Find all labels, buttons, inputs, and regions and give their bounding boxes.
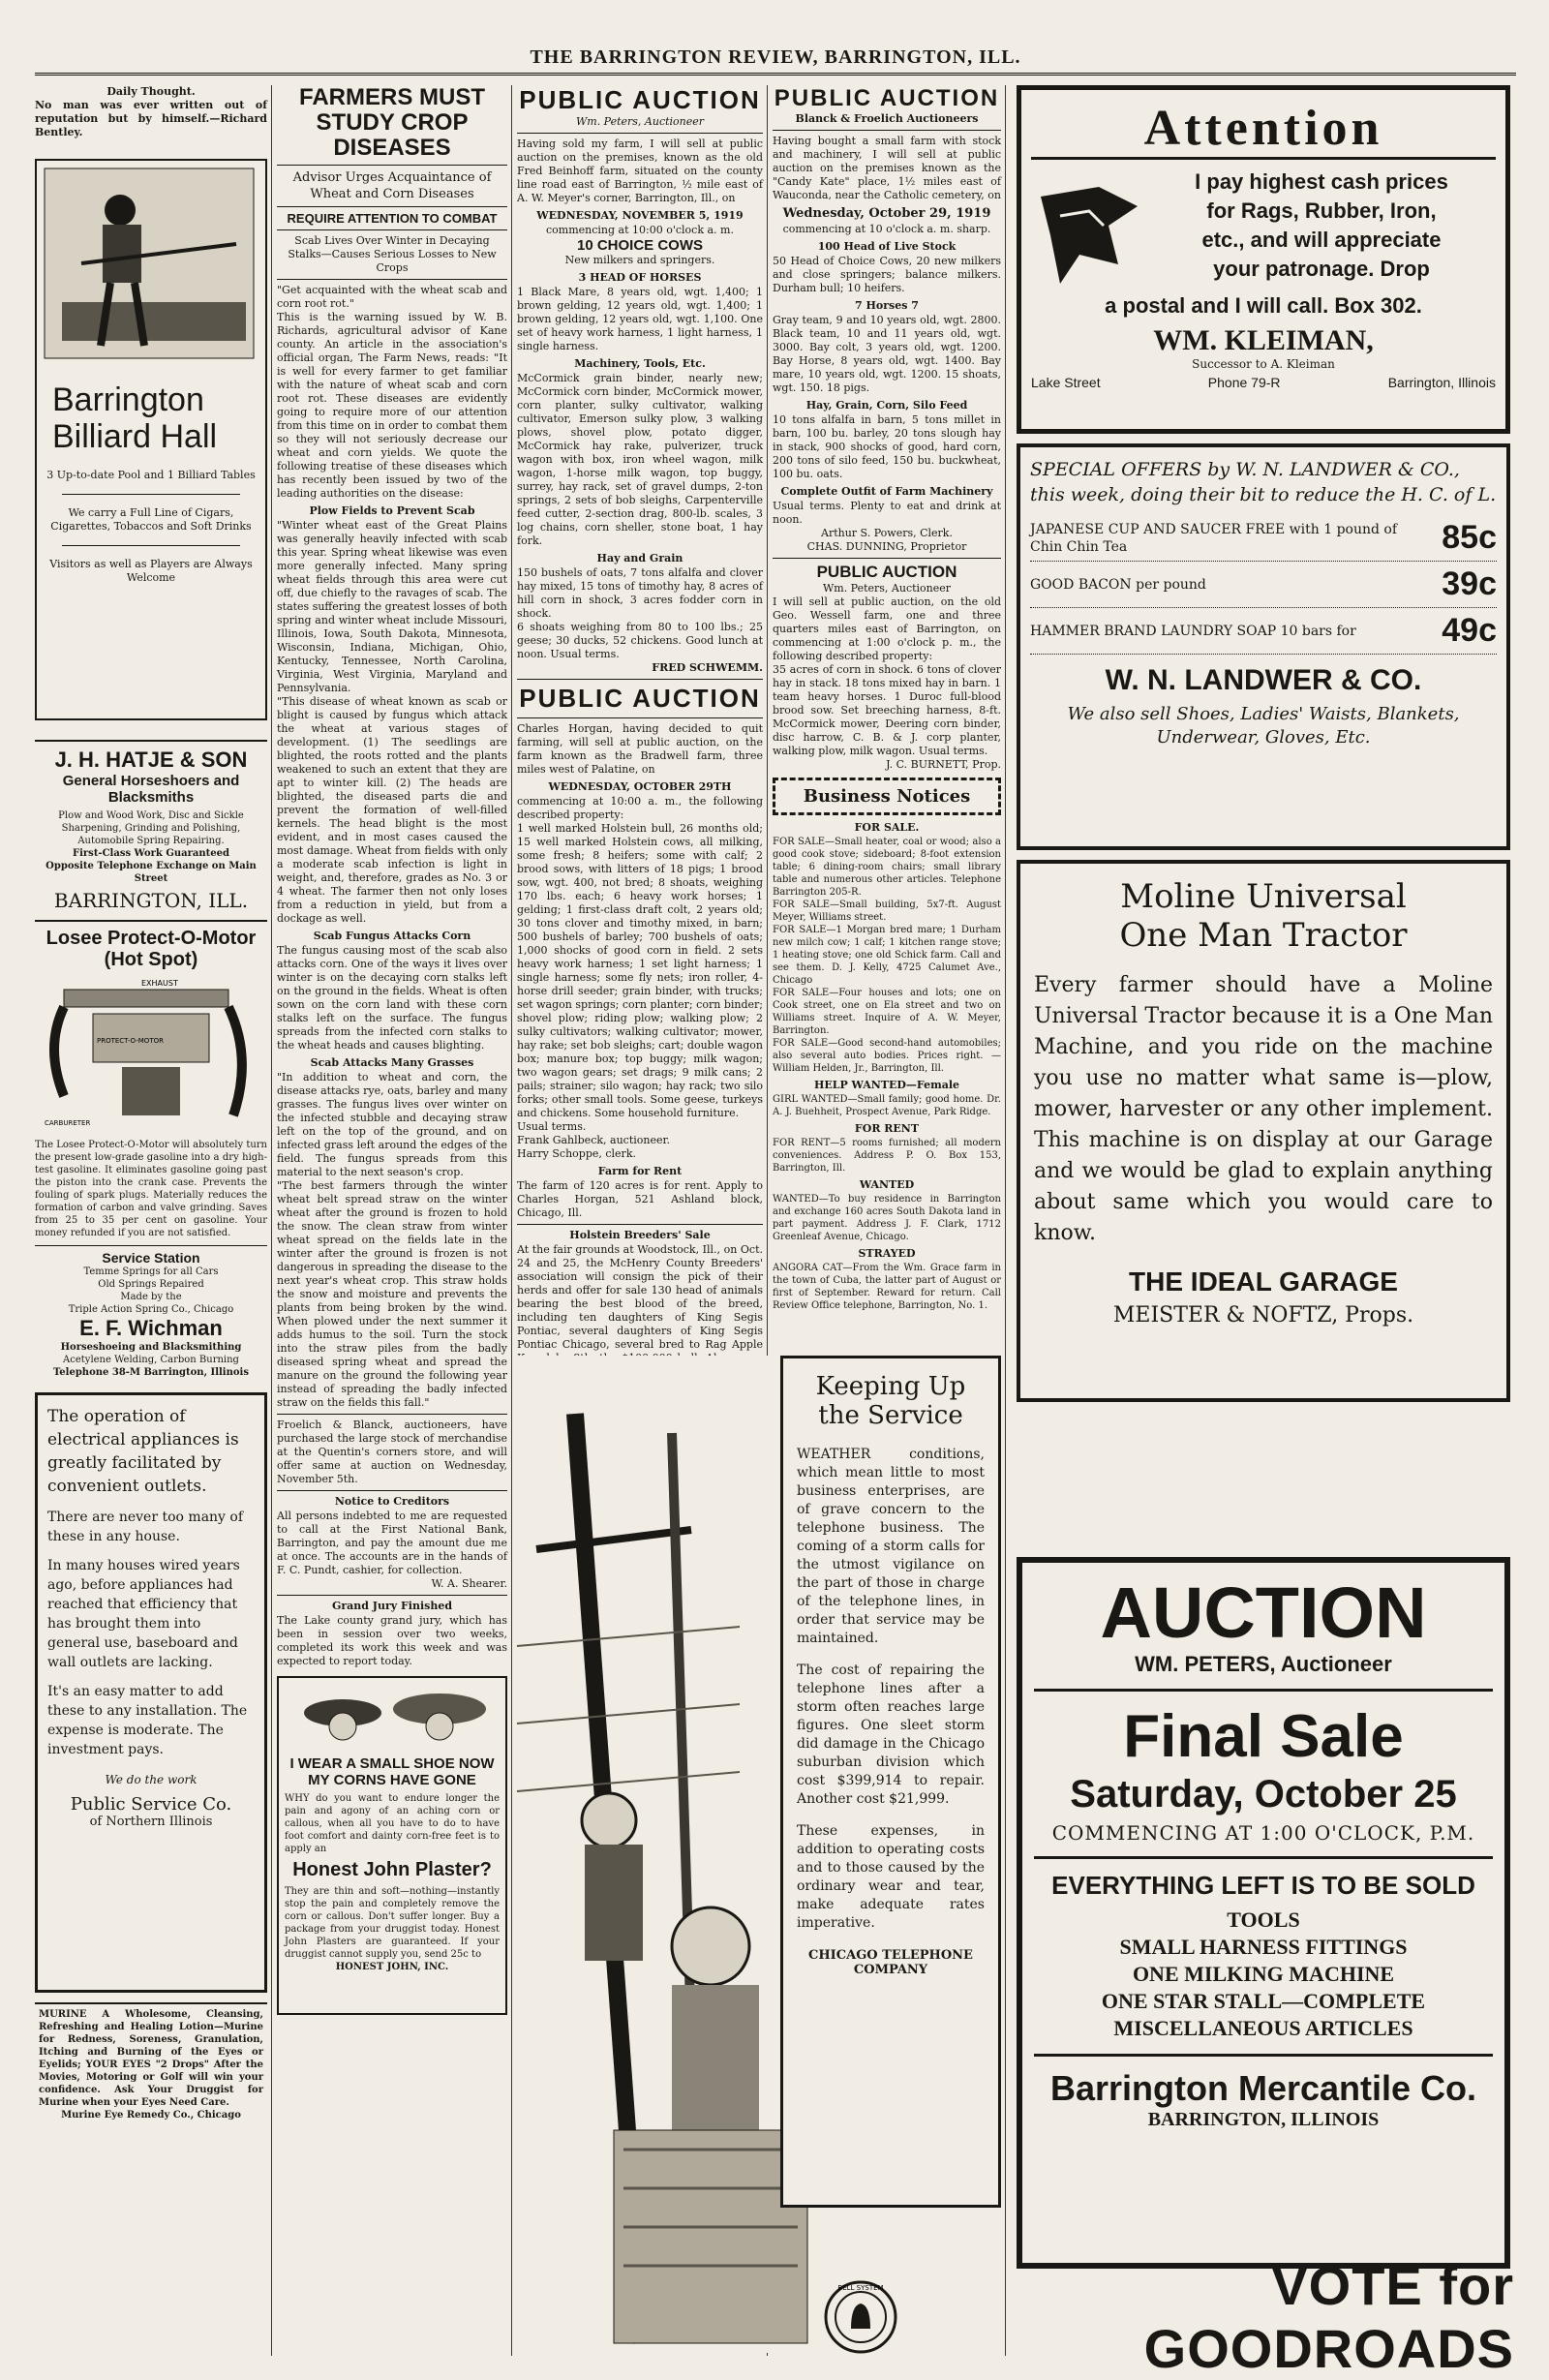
auction1-sig: FRED SCHWEMM. xyxy=(652,661,763,674)
hatje-ad xyxy=(35,740,267,912)
landwer-items xyxy=(1030,515,1497,655)
forsale-heading: FOR SALE. xyxy=(854,821,920,834)
auction4-title: PUBLIC AUCTION xyxy=(816,563,957,581)
billiard-player-illustration xyxy=(43,167,256,360)
exhaust-label: EXHAUST xyxy=(141,979,178,988)
masthead: THE BARRINGTON REVIEW, BARRINGTON, ILL. xyxy=(35,39,1516,76)
murine-text: MURINE A Wholesome, Cleansing, Refreshing and Healing Lotion—Murine for Redness, Soreness, Granulation, Itching and Burning of the Eyes or Eyelids; YOUR EYES "2 Drops" After the Movies, Motoring or Golf will win your confidence. Ask Your Druggist for Murine when your Eyes Need Care. xyxy=(39,2009,263,2108)
notice-8: WANTED—To buy residence in Barrington and exchange 160 acres South Dakota land in part payment. Address J. F. Clark, 1712 Greenleaf Avenue, Chicago. xyxy=(773,1194,1001,1242)
auction3-outfit: Complete Outfit of Farm Machinery xyxy=(780,485,993,498)
service-station-ad xyxy=(35,1245,267,1379)
strayed-heading: STRAYED xyxy=(858,1247,916,1260)
kleiman-successor: Successor to A. Kleiman xyxy=(1192,357,1335,371)
phone-ad-p1: WEATHER conditions, which mean little to most business enterprises, are of grave concern to the telephone business. The coming of a storm calls for the utmost vigilance on the part of those in charge of the telephone lines, in order that service may be maintained. xyxy=(797,1447,985,1646)
sale-town: BARRINGTON, ILLINOIS xyxy=(1147,2109,1380,2130)
auction1-start: commencing at 10:00 o'clock a. m. xyxy=(546,224,734,236)
auction3-horses-text: Gray team, 9 and 10 years old, wgt. 2800. Black team, 10 and 11 years old, wgt. 3000. Bay colt, 3 years old, wgt. 1200. Bay Horse, 8 years old, wgt. 1400. Bay mare, 10 years old, wgt. 1200. 15 shoats, wgt. 150. 18 pigs. xyxy=(773,314,1001,394)
auction3-hay: Hay, Grain, Corn, Silo Feed xyxy=(805,399,968,412)
phone-ad-textbox xyxy=(780,1356,1001,2208)
kleiman-l4: your patronage. Drop xyxy=(1213,257,1430,281)
public-service-ad xyxy=(35,1392,267,1993)
auction2-body: 1 well marked Holstein bull, 26 months old; 15 well marked Holstein cows, all milking, some fresh; 8 heifers; some with calf; 2 brood sows, with litters of 18 pigs; 1 brood sow, wgt. 400, not bred; 8 shoats, weighing 170 lbs. each; 6 heavy work horses; 1 gelding; 1 first-class draft colt, 2 years old; 30 tons clover and timothy mixed, in barn; 500 bushels of barley; 700 bushels of oats; 1,000 shocks of good corn in field. 2 sets heavy work harness; 1 set light harness; 1 single harness; some fly nets; iron roller, 4-horse drill seeder; grain binder, with trucks; set wagon springs; corn planter; corn binder; shovel plow; riding plow; walking plow; 2 sulky cultivators; walking cultivator; mower, hay rake; set bob sleighs; cart; double wagon box; manure box; top buggy; milk wagon; two wagon gears; set drags; 9 milk cans; 2 pails; strainer; silo wagon; hay rack; two silo forks; other small tools. Some geese, turkeys and chickens. Some household furniture. xyxy=(517,822,763,1119)
landwer-intro: SPECIAL OFFERS by W. N. LANDWER & CO., this week, doing their bit to reduce the H. C. of L. xyxy=(1030,459,1497,505)
business-notices-header xyxy=(773,778,1001,815)
wichman-tel: Telephone 38-M Barrington, Illinois xyxy=(53,1367,249,1378)
auction1-cows: 10 CHOICE COWS xyxy=(576,237,704,254)
notice-3: FOR SALE—1 Morgan bred mare; 1 Durham new milch cow; 1 calf; 1 kitchen range stove; 1 heating stove; one old Schick farm. Call and see them. D. J. Kelly, 4725 Calumet Ave., Chicago xyxy=(773,925,1001,986)
auction3-date: Wednesday, October 29, 1919 xyxy=(782,206,991,221)
notice-1: FOR SALE—Small heater, coal or wood; also a good cook stove; sideboard; 8-foot extension table; 6 dining-room chairs; small library table and numerous other articles. Telephone Barrington 205-R. xyxy=(773,837,1001,898)
kleiman-street: Lake Street xyxy=(1031,375,1101,390)
losee-ad xyxy=(35,920,267,1239)
billiard-line1: We carry a Full Line of Cigars, Cigarettes, Tobaccos and Soft Drinks xyxy=(50,506,252,533)
billiard-name: Barrington Billiard Hall xyxy=(52,381,218,455)
honest-john-ad xyxy=(277,1676,507,2015)
phone-ad-p2: The cost of repairing the telephone lines after a storm often reaches large figures. One sleet storm did damage in the Chicago suburban division which cost $399,914 to repair. Another cost $21,999. xyxy=(797,1663,985,1807)
hatje-work: First-Class Work Guaranteed xyxy=(73,848,229,859)
kleiman-name: WM. KLEIMAN, xyxy=(1153,324,1374,356)
column-3 xyxy=(517,85,763,1351)
auction1-horses-text: 1 Black Mare, 8 years old, wgt. 1,400; 1 brown gelding, 12 years old, wgt. 1,400; 1 brown gelding, 12 years old, wgt. 1,100. One set of heavy work harness, 1 light harness, 1 single harness. xyxy=(517,286,763,352)
sale-time: COMMENCING AT 1:00 O'CLOCK, P.M. xyxy=(1051,1821,1475,1845)
ladies-illustration xyxy=(285,1684,500,1752)
auction3-outfit-text: Usual terms. Plenty to eat and drink at noon. xyxy=(773,500,1001,526)
sale-date: Saturday, October 25 xyxy=(1070,1773,1457,1816)
landwer-ad xyxy=(1017,443,1510,850)
hatje-town: BARRINGTON, ILL. xyxy=(53,889,249,912)
creditors-sig: W. A. Shearer. xyxy=(431,1577,507,1590)
hatje-desc: Plow and Wood Work, Disc and Sickle Sharpening, Grinding and Polishing, Automobile Spring Repairing. xyxy=(58,810,244,846)
auction4-body: 35 acres of corn in shock. 6 tons of clover hay in stack. 18 tons mixed hay in barn. 1 team heavy horses. 1 Duroc full-blood brood sow. Set breeching harness, 8-ft. McCormick mower, Deering corn binder, disc harrow, C. B. & J. corp planter, walking plow, milk wagon. Usual terms. xyxy=(773,663,1001,757)
plaster-footer: HONEST JOHN, INC. xyxy=(335,1962,449,1972)
column-1 xyxy=(35,85,267,2356)
losee-title: Losee Protect-O-Motor (Hot Spot) xyxy=(46,928,257,970)
murine-ad xyxy=(35,2002,267,2125)
jury-text: The Lake county grand jury, which has been in session over two weeks, completed its work this week and was expected to report today. xyxy=(277,1614,507,1667)
auction3-stock: 100 Head of Live Stock xyxy=(817,240,957,253)
kleiman-l5: a postal and I will call. Box 302. xyxy=(1105,293,1422,318)
auction2-clerk: Harry Schoppe, clerk. xyxy=(517,1147,636,1160)
service-line1: Temme Springs for all Cars xyxy=(83,1266,219,1277)
landwer-item-price: 49c xyxy=(1442,612,1497,649)
auction2-intro: Charles Horgan, having decided to quit farming, will sell at public auction, on the farm known as the Bradwell farm, three miles west of Palatine, on xyxy=(517,722,763,776)
farmers-headline: FARMERS MUST STUDY CROP DISEASES xyxy=(299,84,485,161)
plaster-head: I WEAR A SMALL SHOE NOW MY CORNS HAVE GONE xyxy=(289,1755,495,1788)
garage-props: MEISTER & NOFTZ, Props. xyxy=(1112,1303,1414,1327)
wichman-line: Acetylene Welding, Carbon Burning xyxy=(63,1355,239,1365)
phone-ad-company: CHICAGO TELEPHONE COMPANY xyxy=(808,1948,973,1977)
farmers-p4: "This disease of wheat known as scab or blight is caused by fungus which attack the wheat at various stages of development. (1) The seedlings are blighted, the roots rotted and the plants weakened to such an extent that they are apt to winter kill. (2) The heads are blighted, the diseased parts die and prevent the formation of well-filled kernels. The head blight is the most evident, and in most cases caused the most damage. Wheat from fields with only a moderate scab infection is light in weight, and, therefore, grades as No. 3 or 4 wheat. The farmer then not only loses from a reduction in yield, but from a dockage as well. xyxy=(277,695,507,925)
auction3-stock-text: 50 Head of Choice Cows, 20 new milkers and close springers; balance milkers. Durham bull; 10 heifers. xyxy=(773,255,1001,294)
farmers-deck2: REQUIRE ATTENTION TO COMBAT xyxy=(287,211,498,226)
holstein-text: At the fair grounds at Woodstock, Ill., on Oct. 24 and 25, the McHenry County Breeders' association will consign the pick of their herds and offer for sale 130 head of animals bearing the best blood of the breed, including ten daughters of King Segis Pontiac, several daughters of King Segis Pontiac Chicago, several bred to Rag Apple xyxy=(517,1243,763,1351)
billiard-tables: 3 Up-to-date Pool and 1 Billiard Tables xyxy=(46,469,256,481)
garage-name: THE IDEAL GARAGE xyxy=(1129,1266,1398,1297)
notice-2: FOR SALE—Small building, 5x7-ft. August Meyer, Williams street. xyxy=(773,900,1001,923)
psco-tag: We do the work xyxy=(105,1773,197,1786)
farm-rent-text: The farm of 120 acres is for rent. Apply to Charles Horgan, 521 Ashland block, Chicago, Ill. xyxy=(517,1179,763,1219)
psco-p2: There are never too many of these in any house. xyxy=(47,1510,244,1544)
landwer-item-label: JAPANESE CUP AND SAUCER FREE with 1 pound of Chin Chin Tea xyxy=(1030,521,1398,555)
plaster-text2: They are thin and soft—nothing—instantly stop the pain and completely remove the corn or callous. Don't suffer longer. Buy a package from your druggist today. Honest John Plasters are guaranteed. If your druggist cannot supply you, send 25c to xyxy=(285,1886,500,1960)
landwer-footer: We also sell Shoes, Ladies' Waists, Blankets, Underwear, Gloves, Etc. xyxy=(1067,704,1460,748)
landwer-item xyxy=(1030,608,1497,655)
kleiman-l1: I pay highest cash prices xyxy=(1195,169,1448,194)
auction3-horses: 7 Horses 7 xyxy=(855,299,919,312)
auction1-intro: Having sold my farm, I will sell at public auction on the premises, known as the old Fred Beinhoff farm, situated on the county line road east of Barrington, ½ mile east of A. W. Meyer's corner, Barrington, Ill., on xyxy=(517,137,763,204)
auction4-intro: I will sell at public auction, on the old Geo. Wessell farm, one and three quarters miles east of Barrington, on commencing at 1:00 o'clock p. m., the following described property: xyxy=(773,595,1001,662)
landwer-item-label: HAMMER BRAND LAUNDRY SOAP 10 bars for xyxy=(1030,623,1356,639)
sale-l1: TOOLS xyxy=(1227,1907,1300,1932)
wichman-name: E. F. Wichman xyxy=(79,1316,223,1340)
landwer-item xyxy=(1030,515,1497,562)
froelich-note: Froelich & Blanck, auctioneers, have purchased the large stock of merchandise at the Quentin's corners store, and will offer same at auction on Wednesday, November 5th. xyxy=(277,1419,507,1485)
auction3-hay-text: 10 tons alfalfa in barn, 5 tons millet in barn, 100 bu. barley, 20 tons slough hay in stack, 900 shocks of good, hard corn, 200 tons of silo feed, 150 bu. buckwheat, 100 bu. oats. xyxy=(773,413,1001,480)
kleiman-l2: for Rags, Rubber, Iron, xyxy=(1206,198,1437,223)
farmers-p1: "Get acquainted with the wheat scab and corn root rot." xyxy=(277,284,507,310)
landwer-name: W. N. LANDWER & CO. xyxy=(1105,664,1422,696)
auction3-auctioneer: Blanck & Froelich Auctioneers xyxy=(795,112,979,125)
auction3-start: commencing at 10 o'clock a. m. sharp. xyxy=(782,223,991,235)
farmers-h2: Scab Fungus Attacks Corn xyxy=(313,930,471,942)
sale-auction: AUCTION xyxy=(1100,1572,1427,1653)
jury-title: Grand Jury Finished xyxy=(331,1600,453,1612)
murine-footer: Murine Eye Remedy Co., Chicago xyxy=(61,2110,241,2121)
column-4 xyxy=(773,85,1001,1344)
farmers-p5: The fungus causing most of the scab also attacks corn. One of the ways it lives over winter is on the decaying corn stalks left on the ground in the fields. Wheat is often sown on the corn land with these corn stalks left on the surface. The fungus spreads from the infected corn stalks to the wheat heads and causes blighting. xyxy=(277,944,507,1052)
farmers-h1: Plow Fields to Prevent Scab xyxy=(309,504,475,517)
creditors-title: Notice to Creditors xyxy=(334,1495,450,1508)
column-rule xyxy=(271,85,272,2356)
auction1-date: WEDNESDAY, NOVEMBER 5, 1919 xyxy=(536,209,744,222)
notices-title: Business Notices xyxy=(803,786,971,807)
landwer-item-label: GOOD BACON per pound xyxy=(1030,576,1206,593)
sale-final: Final Sale xyxy=(1123,1703,1404,1770)
carbureter-label: CARBURETER xyxy=(45,1119,91,1127)
protect-label: PROTECT-O-MOTOR xyxy=(97,1037,164,1045)
engine-illustration xyxy=(35,970,263,1135)
auction1-cows-sub: New milkers and springers. xyxy=(564,254,715,266)
losee-text: The Losee Protect-O-Motor will absolutely turn the present low-grade gasoline into a dry high-test gasoline. It eliminates gasoline going past the piston into the crank case. Prevents the fouling of spark plugs. Materially reduces the formation of carbon and valve grinding. Saves from 25 to 35 per cent on gasoline. Your money refunded if you are not satisfied. xyxy=(35,1140,267,1238)
notice-5: FOR SALE—Good second-hand automobiles; also several auto bodies. Prices right. —William Helden, Jr., Barrington, Ill. xyxy=(773,1038,1001,1074)
notice-6: GIRL WANTED—Small family; good home. Dr. A. J. Buehheit, Prospect Avenue, Park Ridge. xyxy=(773,1094,1001,1117)
auction3-intro: Having bought a small farm with stock and machinery, I will sell at public auction on the premises known as the "Candy Kate" place, 1½ miles east of Wauconda, near the Catholic cemetery, on xyxy=(773,135,1001,201)
kleiman-ad xyxy=(1017,85,1510,434)
phone-ad-p3: These expenses, in addition to operating costs and to those caused by the ordinary wear and tear, make adequate rates imperative. xyxy=(797,1823,985,1931)
sale-everything: EVERYTHING LEFT IS TO BE SOLD xyxy=(1051,1871,1475,1900)
kleiman-l3: etc., and will appreciate xyxy=(1201,228,1442,252)
service-line3: Made by the xyxy=(120,1292,182,1302)
holstein-title: Holstein Breeders' Sale xyxy=(569,1229,711,1241)
psco-sub: of Northern Illinois xyxy=(89,1815,213,1829)
seal-text: BELL SYSTEM xyxy=(837,2284,884,2292)
kleiman-phone: Phone 79-R xyxy=(1207,375,1281,390)
pointing-hand-icon xyxy=(1031,168,1147,293)
daily-thought: No man was ever written out of reputation but by himself.—Richard Bentley. xyxy=(35,99,267,138)
sale-store: Barrington Mercantile Co. xyxy=(1049,2068,1477,2108)
phone-ad-title: Keeping Up the Service xyxy=(815,1372,966,1430)
newspaper-page xyxy=(35,39,1516,2379)
auction3-clerk: Arthur S. Powers, Clerk. xyxy=(821,527,953,539)
column-2 xyxy=(277,85,507,2356)
billiard-ad xyxy=(35,159,267,720)
farmers-p7: "The best farmers through the winter wheat belt spread straw on the winter wheat after the ground is frozen to hold the snow. The clean straw from winter wheat spread on the fields late in the winter after the ground is frozen is not dangerous in spreading the disease to the next year's wheat crop. This straw holds the snow and moisture and prevents the plants from being broken by the wind. When plowed under the next summer it adds humus to the soil. Turn the stock into the straw piles from the badly diseased spring wheat and spread the manure on the ground the following year instead of spreading the badly infected straw on the fields this fall." xyxy=(277,1179,507,1409)
auction2-auct: Frank Gahlbeck, auctioneer. xyxy=(517,1134,671,1146)
sale-l2: SMALL HARNESS FITTINGS xyxy=(1119,1935,1408,1959)
service-line2: Old Springs Repaired xyxy=(98,1279,204,1290)
auction1-hay-text: 150 bushels of oats, 7 tons alfalfa and clover hay mixed, 15 tons of timothy hay, 8 acres of hill corn in shock, 3 acres fodder corn in shock. xyxy=(517,566,763,620)
moline-title2: One Man Tractor xyxy=(1119,916,1408,955)
bell-system-seal-icon xyxy=(817,2278,904,2356)
column-rule xyxy=(1005,85,1006,2356)
auction4-auctioneer: Wm. Peters, Auctioneer xyxy=(822,582,952,595)
landwer-item-price: 85c xyxy=(1442,519,1497,556)
farmers-p6: "In addition to wheat and corn, the disease attacks rye, oats, barley and many grasses. The fungus lives over winter on the infected stubble and decaying straw left on the top of the ground, and on infected grass left around the edges of the field. The fungus spreads from this material to the next season's crop. xyxy=(277,1071,507,1178)
sale-auctioneer: WM. PETERS, Auctioneer xyxy=(1135,1652,1392,1676)
hatje-sub: General Horseshoers and Blacksmiths xyxy=(62,773,240,806)
auction1-mach-text: McCormick grain binder, nearly new; McCormick corn binder, McCormick mower, corn planter, sulky cultivator, walking cultivator, Emerson sulky plow, 3 walking plows, shovel plow, potato digger, McCormick hay rake, pulverizer, truck wagon with box, iron wheel wagon, milk wagon, 1-horse milk wagon, top buggy, surrey, hay rack, set of gravel dumps, 2-ton springs, 2 sets of bob sleighs, Carpenterville feed cutter, 2-section drag, 800-lb. scales, 3 log chains, corn sheller, stone boat, 1 hay fork. xyxy=(517,372,763,547)
final-sale-ad xyxy=(1017,1557,1510,2269)
sale-l4: ONE STAR STALL—COMPLETE xyxy=(1101,1989,1426,2013)
farmers-h3: Scab Attacks Many Grasses xyxy=(310,1056,474,1069)
farm-rent-title: Farm for Rent xyxy=(597,1165,683,1177)
psco-p3: In many houses wired years ago, before appliances had reached that efficiency that has brought them into general use, baseboard and wall outlets are lacking. xyxy=(47,1558,240,1670)
telephone-ad xyxy=(517,1356,1001,2353)
creditors-text: All persons indebted to me are requested to call at the First National Bank, Barrington, and pay the amount due me at once. The accounts are in the hands of F. C. Pundt, cashier, for collection. xyxy=(277,1510,507,1576)
farmers-deck1: Advisor Urges Acquaintance of Wheat and Corn Diseases xyxy=(292,170,492,201)
service-line4: Triple Action Spring Co., Chicago xyxy=(68,1304,234,1315)
auction3-title: PUBLIC AUCTION xyxy=(774,85,1000,111)
moline-title1: Moline Universal xyxy=(1120,877,1407,916)
landwer-item xyxy=(1030,562,1497,608)
hatje-location: Opposite Telephone Exchange on Main Street xyxy=(46,861,257,884)
moline-body: Every farmer should have a Moline Universal Tractor because it is a One Man Machine, and you ride on the machine you use no matter what same is—plow, mower, harvester or any other implement. This machine is on display at our Garage and we would be glad to explain anything about same which you would care to know. xyxy=(1034,973,1493,1245)
notice-7: FOR RENT—5 rooms furnished; all modern conveniences. Address P. O. Box 153, Barrington, Ill. xyxy=(773,1138,1001,1174)
psco-name: Public Service Co. xyxy=(70,1794,232,1815)
good-roads-banner xyxy=(817,2255,1514,2379)
moline-ad xyxy=(1017,860,1510,1402)
auction2-title: PUBLIC AUCTION xyxy=(519,684,761,713)
notice-4: FOR SALE—Four houses and lots; one on Cook street, one on Ela street and two on Williams street. Inquire of A. W. Meyer, Barrington. xyxy=(773,988,1001,1036)
good-roads-text: VOTE for GOODROADS xyxy=(1143,2255,1514,2379)
auction4-sig: J. C. BURNETT, Prop. xyxy=(886,758,1001,771)
plaster-title: Honest John Plaster? xyxy=(292,1859,492,1880)
landwer-item-price: 39c xyxy=(1442,565,1497,602)
kleiman-town: Barrington, Illinois xyxy=(1387,375,1496,390)
auction1-horses: 3 HEAD OF HORSES xyxy=(578,271,702,284)
auction1-auctioneer: Wm. Peters, Auctioneer xyxy=(575,115,705,128)
auction1-hay: Hay and Grain xyxy=(596,552,683,564)
auction2-start: commencing at 10:00 a. m., the following described property: xyxy=(517,795,763,821)
column-rule xyxy=(511,85,512,2356)
psco-p1: The operation of electrical appliances is greatly facilitated by convenient outlets. xyxy=(47,1407,239,1496)
kleiman-title: Attention xyxy=(1031,100,1496,160)
wanted-heading: WANTED xyxy=(859,1178,915,1191)
auction1-title: PUBLIC AUCTION xyxy=(519,85,761,114)
sale-l5: MISCELLANEOUS ARTICLES xyxy=(1113,2016,1413,2040)
help-heading: HELP WANTED—Female xyxy=(813,1079,960,1091)
auction1-hay-text2: 6 shoats weighing from 80 to 100 lbs.; 25 geese; 30 ducks, 52 chickens. Good lunch at noon. Usual terms. xyxy=(517,621,763,660)
psco-p4: It's an easy matter to add these to any installation. The expense is moderate. The investment pays. xyxy=(47,1684,248,1757)
auction2-date: WEDNESDAY, OCTOBER 29TH xyxy=(548,780,732,793)
farmers-deck3: Scab Lives Over Winter in Decaying Stalks—Causes Serious Losses to New Crops xyxy=(288,234,497,274)
auction3-sig: CHAS. DUNNING, Proprietor xyxy=(806,540,967,553)
notice-9: ANGORA CAT—From the Wm. Grace farm in the town of Cuba, the latter part of August or first of September. Reward for return. Call Review Office telephone, Barrington, No. 1. xyxy=(773,1263,1001,1311)
forrent-heading: FOR RENT xyxy=(854,1122,920,1135)
plaster-text: WHY do you want to endure longer the pain and agony of an aching corn or callous, when all you have to do to have foot comfort and dainty corn-free feet is to apply an xyxy=(285,1793,500,1854)
wichman-sub: Horseshoeing and Blacksmithing xyxy=(60,1342,242,1353)
hatje-name: J. H. HATJE & SON xyxy=(54,748,248,772)
auction1-mach: Machinery, Tools, Etc. xyxy=(574,357,706,370)
daily-thought-title: Daily Thought. xyxy=(106,85,196,98)
farmers-p2: This is the warning issued by W. B. Richards, agricultural advisor of Kane county. An article in the association's official organ, The Farm News, reads: "It is well for every farmer to get familiar with the nature of wheat scab and corn root rot. These diseases are evidently going to require more of our attention from this time on in order to combat them so they will not seriously decrease our wheat and corn yields. We quote the following treatise of these diseases which has recently been issued by two of the leading authorities on the disease: xyxy=(277,311,507,500)
farmers-p3: "Winter wheat east of the Great Plains was generally heavily infected with scab this year. Spring wheat likewise was even more generally infected. Many spring wheat fields through this area were cut off, due chiefly to the ravages of scab. The states suffering the greatest losses of both spring and winter wheat include Missouri, Illinois, Iowa, South Dakota, Minnesota, Wisconsin, Indiana, Michigan, Ohio, Kentucky, Tennessee, North Carolina, Virginia, West Virginia, Maryland and Pennsylvania. xyxy=(277,519,507,694)
billiard-line2: Visitors as well as Players are Always Welcome xyxy=(49,558,253,584)
sale-l3: ONE MILKING MACHINE xyxy=(1132,1962,1395,1986)
service-title: Service Station xyxy=(102,1250,200,1266)
auction2-terms: Usual terms. xyxy=(517,1120,587,1133)
